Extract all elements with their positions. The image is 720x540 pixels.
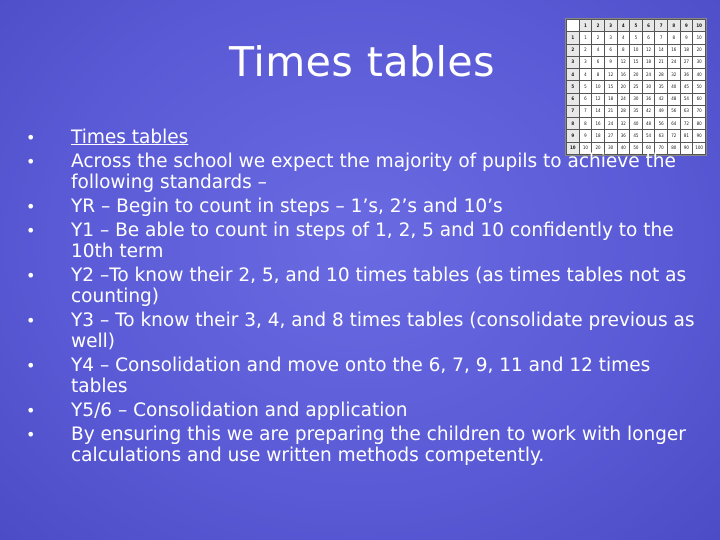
grid-cell: 40 xyxy=(693,69,706,81)
grid-cell: 8 xyxy=(579,118,592,130)
grid-cell: 7 xyxy=(579,105,592,117)
grid-cell: 6 xyxy=(642,32,655,44)
grid-header-cell: 1 xyxy=(579,20,592,32)
grid-header-cell: 5 xyxy=(630,20,643,32)
bullet-marker: • xyxy=(26,401,36,420)
grid-cell: 25 xyxy=(630,81,643,93)
grid-cell: 64 xyxy=(668,118,681,130)
grid-header-cell: 8 xyxy=(668,20,681,32)
grid-cell: 40 xyxy=(617,142,630,154)
grid-row-header-cell: 4 xyxy=(567,69,580,81)
grid-cell: 27 xyxy=(680,56,693,68)
bullet-marker: • xyxy=(26,221,36,240)
grid-cell: 9 xyxy=(604,56,617,68)
grid-cell: 42 xyxy=(655,93,668,105)
grid-cell: 56 xyxy=(655,118,668,130)
grid-cell: 28 xyxy=(617,105,630,117)
grid-header-cell: 6 xyxy=(642,20,655,32)
bullet-text: Times tables xyxy=(71,127,189,148)
grid-cell: 48 xyxy=(642,118,655,130)
grid-cell: 49 xyxy=(655,105,668,117)
grid-cell: 5 xyxy=(579,81,592,93)
grid-header-cell: 4 xyxy=(617,20,630,32)
bullet-item xyxy=(26,310,696,352)
grid-row-header-cell: 3 xyxy=(567,56,580,68)
grid-header-cell: 9 xyxy=(680,20,693,32)
grid-cell: 24 xyxy=(604,118,617,130)
grid-cell: 18 xyxy=(642,56,655,68)
grid-cell: 3 xyxy=(604,32,617,44)
grid-cell: 16 xyxy=(592,118,605,130)
bullet-marker: • xyxy=(26,197,36,216)
grid-cell: 27 xyxy=(604,130,617,142)
bullet-item xyxy=(26,220,696,262)
grid-cell: 15 xyxy=(630,56,643,68)
grid-cell: 18 xyxy=(604,93,617,105)
bullet-marker: • xyxy=(26,425,36,444)
grid-cell: 10 xyxy=(579,142,592,154)
grid-row xyxy=(567,81,706,93)
grid-cell: 48 xyxy=(668,93,681,105)
grid-cell: 12 xyxy=(642,44,655,56)
grid-cell: 10 xyxy=(693,32,706,44)
grid-cell: 54 xyxy=(642,130,655,142)
bullet-marker: • xyxy=(26,356,36,375)
bullet-text: By ensuring this we are preparing the children to work with longer calculations and use written methods competently. xyxy=(71,424,686,466)
grid-cell: 8 xyxy=(592,69,605,81)
grid-cell: 9 xyxy=(579,130,592,142)
grid-cell: 24 xyxy=(642,69,655,81)
grid-cell: 80 xyxy=(668,142,681,154)
grid-cell: 80 xyxy=(693,118,706,130)
grid-cell: 8 xyxy=(617,44,630,56)
bullet-marker: • xyxy=(26,266,36,285)
grid-row-header-cell: 5 xyxy=(567,81,580,93)
grid-cell: 10 xyxy=(630,44,643,56)
grid-cell: 16 xyxy=(668,44,681,56)
grid-cell: 18 xyxy=(680,44,693,56)
grid-cell: 9 xyxy=(680,32,693,44)
bullet-text: Y3 – To know their 3, 4, and 8 times tables (consolidate previous as well) xyxy=(71,310,695,352)
grid-cell: 14 xyxy=(655,44,668,56)
grid-row-header-cell: 1 xyxy=(567,32,580,44)
grid-cell: 50 xyxy=(630,142,643,154)
grid-cell: 12 xyxy=(617,56,630,68)
grid-cell: 54 xyxy=(680,93,693,105)
grid-cell: 90 xyxy=(693,130,706,142)
grid-cell: 36 xyxy=(617,130,630,142)
bullet-item xyxy=(26,400,696,421)
grid-cell: 70 xyxy=(655,142,668,154)
grid-cell: 3 xyxy=(579,56,592,68)
grid-cell: 36 xyxy=(680,69,693,81)
grid-cell: 100 xyxy=(693,142,706,154)
grid-row-header-cell: 2 xyxy=(567,44,580,56)
grid-row xyxy=(567,44,706,56)
grid-cell: 6 xyxy=(592,56,605,68)
grid-cell: 24 xyxy=(668,56,681,68)
grid-row-header-cell: 7 xyxy=(567,105,580,117)
grid-row xyxy=(567,56,706,68)
grid-cell: 6 xyxy=(579,93,592,105)
grid-cell: 7 xyxy=(655,32,668,44)
bullet-text: Across the school we expect the majority of pupils to achieve the following standards – xyxy=(71,151,676,193)
grid-row xyxy=(567,93,706,105)
grid-cell: 28 xyxy=(655,69,668,81)
grid-cell: 32 xyxy=(617,118,630,130)
grid-cell: 2 xyxy=(579,44,592,56)
bullet-text: Y2 –To know their 2, 5, and 10 times tables (as times tables not as counting) xyxy=(71,265,687,307)
grid-cell: 30 xyxy=(642,81,655,93)
grid-cell: 60 xyxy=(642,142,655,154)
grid-header-cell: 10 xyxy=(693,20,706,32)
bullet-item xyxy=(26,424,696,466)
grid-cell: 35 xyxy=(655,81,668,93)
grid-cell: 20 xyxy=(693,44,706,56)
bullet-item xyxy=(26,265,696,307)
bullet-text: Y1 – Be able to count in steps of 1, 2, 5 and 10 confidently to the 10th term xyxy=(71,220,674,262)
bullet-marker: • xyxy=(26,311,36,330)
grid-row xyxy=(567,69,706,81)
grid-cell: 4 xyxy=(592,44,605,56)
grid-cell: 4 xyxy=(579,69,592,81)
grid-cell: 21 xyxy=(604,105,617,117)
grid-cell: 63 xyxy=(680,105,693,117)
bullet-list xyxy=(26,127,696,469)
slide-title: Times tables xyxy=(229,38,495,86)
grid-cell: 63 xyxy=(655,130,668,142)
grid-cell: 5 xyxy=(630,32,643,44)
bullet-item xyxy=(26,127,696,148)
grid-cell: 30 xyxy=(693,56,706,68)
grid-cell: 20 xyxy=(592,142,605,154)
bullet-item xyxy=(26,151,696,193)
grid-cell: 8 xyxy=(668,32,681,44)
grid-cell: 45 xyxy=(680,81,693,93)
grid-cell: 12 xyxy=(592,93,605,105)
grid-cell: 6 xyxy=(604,44,617,56)
bullet-text: Y4 – Consolidation and move onto the 6, 7, 9, 11 and 12 times tables xyxy=(71,355,651,397)
grid-cell: 4 xyxy=(617,32,630,44)
grid-cell: 16 xyxy=(617,69,630,81)
grid-cell: 35 xyxy=(630,105,643,117)
grid-row xyxy=(567,105,706,117)
grid-row-header-cell: 6 xyxy=(567,93,580,105)
grid-cell: 56 xyxy=(668,105,681,117)
bullet-item xyxy=(26,355,696,397)
bullet-marker: • xyxy=(26,128,36,147)
grid-row-header-cell: 10 xyxy=(567,142,580,154)
grid-cell: 72 xyxy=(680,118,693,130)
grid-cell: 18 xyxy=(592,130,605,142)
grid-cell: 40 xyxy=(630,118,643,130)
grid-header-cell: 3 xyxy=(604,20,617,32)
grid-header-row xyxy=(567,20,706,32)
grid-cell: 45 xyxy=(630,130,643,142)
grid-row-header-cell: 9 xyxy=(567,130,580,142)
grid-row xyxy=(567,32,706,44)
grid-corner-cell xyxy=(567,20,580,32)
grid-cell: 40 xyxy=(668,81,681,93)
grid-cell: 14 xyxy=(592,105,605,117)
grid-cell: 36 xyxy=(642,93,655,105)
grid-cell: 24 xyxy=(617,93,630,105)
grid-cell: 90 xyxy=(680,142,693,154)
grid-cell: 1 xyxy=(579,32,592,44)
grid-row-header-cell: 8 xyxy=(567,118,580,130)
grid-cell: 81 xyxy=(680,130,693,142)
grid-cell: 70 xyxy=(693,105,706,117)
grid-cell: 30 xyxy=(604,142,617,154)
bullet-text: Y5/6 – Consolidation and application xyxy=(71,400,408,421)
grid-cell: 15 xyxy=(604,81,617,93)
grid-cell: 10 xyxy=(592,81,605,93)
grid-header-cell: 7 xyxy=(655,20,668,32)
bullet-item xyxy=(26,196,696,217)
grid-cell: 60 xyxy=(693,93,706,105)
bullet-text: YR – Begin to count in steps – 1’s, 2’s and 10’s xyxy=(71,196,503,217)
grid-cell: 42 xyxy=(642,105,655,117)
grid-header-cell: 2 xyxy=(592,20,605,32)
grid-cell: 30 xyxy=(630,93,643,105)
bullet-marker: • xyxy=(26,152,36,171)
grid-cell: 12 xyxy=(604,69,617,81)
grid-cell: 20 xyxy=(630,69,643,81)
grid-cell: 72 xyxy=(668,130,681,142)
grid-cell: 21 xyxy=(655,56,668,68)
grid-cell: 20 xyxy=(617,81,630,93)
grid-cell: 50 xyxy=(693,81,706,93)
grid-cell: 32 xyxy=(668,69,681,81)
grid-cell: 2 xyxy=(592,32,605,44)
